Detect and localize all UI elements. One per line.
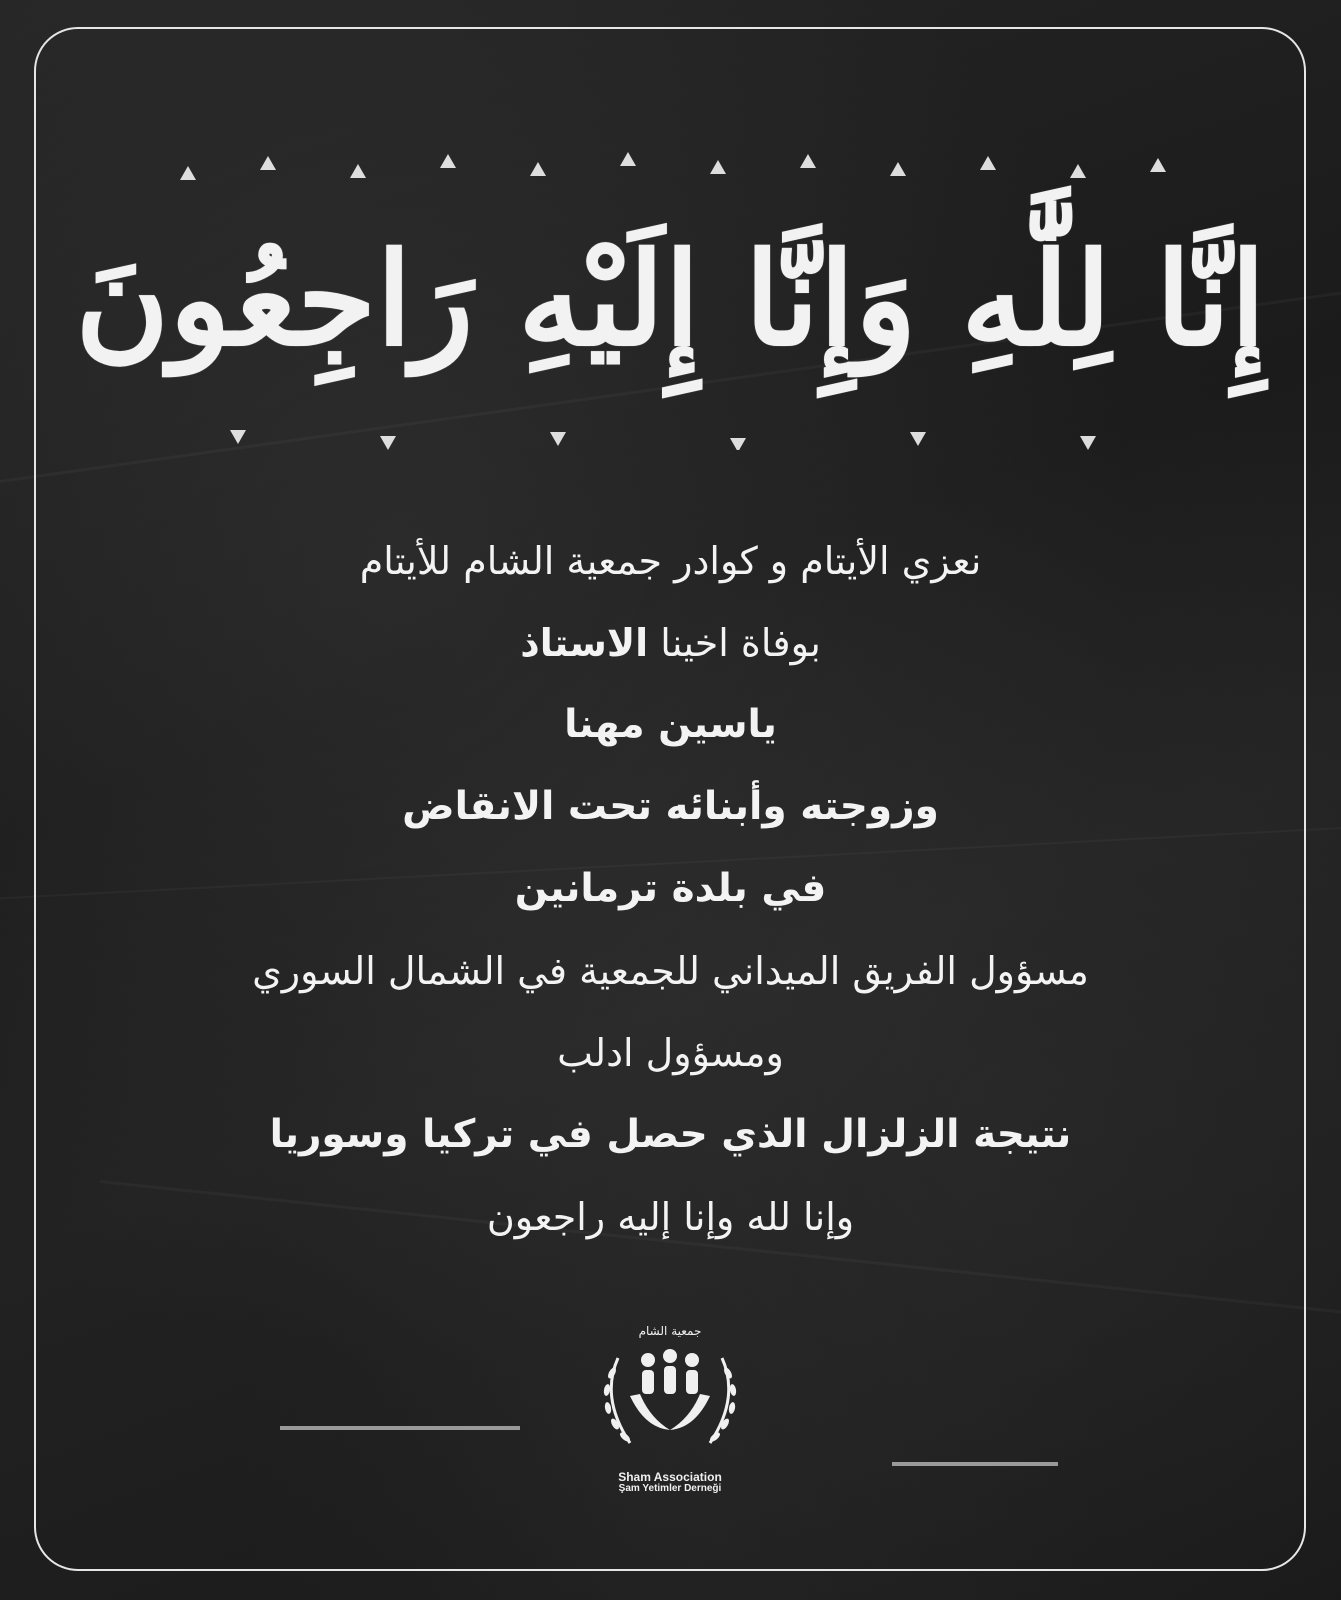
message-line-2-regular: بوفاة اخينا: [648, 621, 821, 665]
decorative-rule-left: [280, 1426, 520, 1430]
message-line-2: [80, 602, 1261, 684]
logo-emblem-icon: [590, 1318, 750, 1468]
calligraphy-header: [75, 150, 1266, 450]
condolence-message: [80, 520, 1261, 1258]
message-line-7: ومسؤول ادلب: [557, 1031, 784, 1075]
message-line-1: نعزي الأيتام و كوادر جمعية الشام للأيتام: [359, 539, 982, 583]
message-line-4: وزوجته وأبنائه تحت الانقاض: [402, 784, 939, 829]
calligraphy-text: إِنَّا لِلَّٰهِ وَإِنَّا إِلَيْهِ رَاجِعُونَ: [75, 225, 1266, 375]
sham-association-logo: [590, 1318, 750, 1494]
decorative-rule-right: [892, 1462, 1058, 1466]
message-line-9: وإنا لله وإنا إليه راجعون: [486, 1195, 855, 1239]
logo-turkish-name: Şam Yetimler Derneği: [618, 1483, 722, 1494]
message-line-5: في بلدة ترمانين: [514, 866, 827, 911]
message-line-6: مسؤول الفريق الميداني للجمعية في الشمال السوري: [252, 949, 1089, 993]
message-line-2-bold: الاستاذ: [520, 621, 649, 665]
logo-english-name: Sham Association: [618, 1470, 722, 1484]
message-line-8: نتيجة الزلزال الذي حصل في تركيا وسوريا: [269, 1112, 1072, 1157]
logo-arabic-name: جمعية الشام: [638, 1324, 702, 1338]
message-line-3: ياسين مهنا: [564, 702, 777, 747]
